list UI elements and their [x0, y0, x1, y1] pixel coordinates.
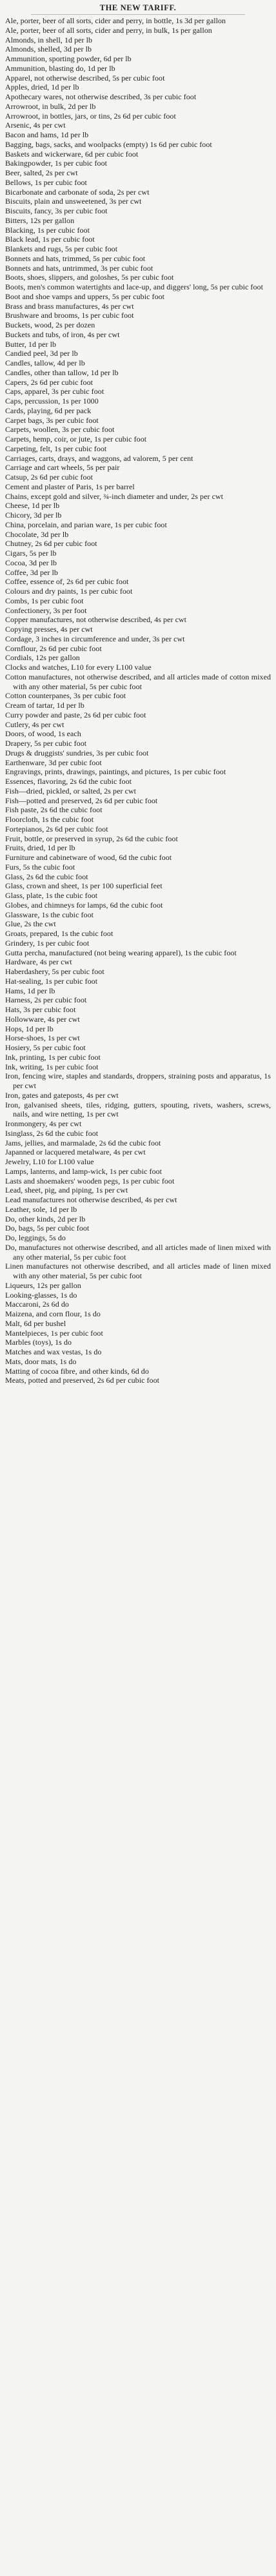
- tariff-entry: Carriage and cart wheels, 5s per pair: [5, 463, 120, 473]
- tariff-entry: Grindery, 1s per cubic foot: [5, 938, 90, 948]
- tariff-entry: Ammunition, blasting do, 1d per lb: [5, 63, 115, 73]
- tariff-entry: Hosiery, 5s per cubic foot: [5, 1043, 86, 1052]
- tariff-entry: Do, leggings, 5s do: [5, 1233, 66, 1242]
- tariff-entry: Chutney, 2s 6d per cubic foot: [5, 539, 97, 549]
- tariff-entry: Leather, sole, 1d per lb: [5, 1204, 77, 1214]
- tariff-entry: Copper manufactures, not otherwise described, 4s per cwt: [5, 615, 187, 625]
- tariff-entry: Linen manufactures not otherwise described, and all articles made of linen mixed with any other material, 5s per cubic foot: [5, 1262, 271, 1280]
- tariff-entry: Horse-shoes, 1s per cwt: [5, 1033, 80, 1043]
- tariff-entry: Bitters, 12s per gallon: [5, 215, 75, 225]
- tariff-entry: Chains, except gold and silver, ¾-inch diameter and under, 2s per cwt: [5, 491, 224, 501]
- tariff-entry: Copying presses, 4s per cwt: [5, 625, 93, 634]
- tariff-entry: Hollowware, 4s per cwt: [5, 1014, 80, 1024]
- tariff-entry: Candles, tallow, 4d per lb: [5, 358, 85, 367]
- tariff-entry: Biscuits, fancy, 3s per cubic foot: [5, 206, 108, 215]
- tariff-entry: Carpet bags, 3s per cubic foot: [5, 415, 99, 425]
- tariff-entry: Matches and wax vestas, 1s do: [5, 1347, 102, 1356]
- tariff-entry: Carpets, hemp, coir, or jute, 1s per cubic foot: [5, 434, 147, 444]
- tariff-entry: Arrowroot, in bulk, 2d per lb: [5, 101, 96, 111]
- tariff-entry: Meats, potted and preserved, 2s 6d per cubic foot: [5, 1376, 160, 1385]
- tariff-entry: Do, manufactures not otherwise described, and all articles made of linen mixed with any other material, 5s per cubic foot: [5, 1242, 271, 1262]
- tariff-entry: Glass, plate, 1s the cubic foot: [5, 891, 98, 900]
- tariff-entry: Cornflour, 2s 6d per cubic foot: [5, 643, 102, 653]
- tariff-entry: Carpets, woollen, 3s per cubic foot: [5, 425, 115, 434]
- tariff-entry: Globes, and chimneys for lamps, 6d the cubic foot: [5, 900, 163, 910]
- tariff-entry: Looking-glasses, 1s do: [5, 1290, 77, 1300]
- tariff-entry: China, porcelain, and parian ware, 1s per cubic foot: [5, 520, 167, 529]
- tariff-entry: Bakingpowder, 1s per cubic foot: [5, 159, 108, 168]
- tariff-entry: Hat-sealing, 1s per cubic foot: [5, 976, 98, 986]
- tariff-entry: Cream of tartar, 1d per lb: [5, 701, 84, 710]
- tariff-entry: Iron, gates and gateposts, 4s per cwt: [5, 1090, 119, 1100]
- tariff-entry: Combs, 1s per cubic foot: [5, 596, 84, 605]
- tariff-entry: Buckets, wood, 2s per dozen: [5, 320, 95, 329]
- tariff-entry: Glassware, 1s the cubic foot: [5, 910, 94, 919]
- tariff-entry: Black lead, 1s per cubic foot: [5, 235, 95, 244]
- tariff-entry: Carpeting, felt, 1s per cubic foot: [5, 444, 107, 453]
- tariff-entry: Cards, playing, 6d per pack: [5, 405, 92, 415]
- tariff-entry: Cheese, 1d per lb: [5, 501, 60, 511]
- tariff-entry: Buckets and tubs, of iron, 4s per cwt: [5, 329, 120, 339]
- tariff-entry: Ink, printing, 1s per cubic foot: [5, 1052, 101, 1062]
- tariff-entry: Drapery, 5s per cubic foot: [5, 739, 87, 748]
- tariff-entry: Biscuits, plain and unsweetened, 3s per cwt: [5, 197, 142, 206]
- tariff-entry: Mats, door mats, 1s do: [5, 1356, 77, 1366]
- tariff-entry: Groats, prepared, 1s the cubic foot: [5, 929, 113, 938]
- tariff-entry: Blacking, 1s per cubic foot: [5, 225, 90, 235]
- tariff-entry: Boots, shoes, slippers, and goloshes, 5s per cubic foot: [5, 273, 174, 282]
- tariff-entry: Isinglass, 2s 6d the cubic foot: [5, 1128, 99, 1138]
- tariff-entry: Liqueurs, 12s per gallon: [5, 1280, 81, 1290]
- tariff-entry: Earthenware, 3d per cubic foot: [5, 757, 102, 767]
- tariff-entry: Bicarbonate and carbonate of soda, 2s per cwt: [5, 187, 150, 197]
- tariff-entry: Matting of cocoa fibre, and other kinds, 6d do: [5, 1366, 149, 1376]
- tariff-entry: Lead manufactures not otherwise described, 4s per cwt: [5, 1195, 177, 1204]
- tariff-entry: Gutta percha, manufactured (not being wearing apparel), 1s the cubic foot: [5, 948, 237, 957]
- article-title: THE NEW TARIFF.: [99, 3, 177, 12]
- tariff-entry: Fish paste, 2s 6d the cubic foot: [5, 805, 103, 815]
- tariff-entry: Lamps, lanterns, and lamp-wick, 1s per cubic foot: [5, 1166, 163, 1176]
- tariff-entry: Bellows, 1s per cubic foot: [5, 177, 87, 187]
- title-rule: [31, 14, 245, 15]
- tariff-entry: Ironmongery, 4s per cwt: [5, 1119, 82, 1128]
- tariff-entry: Boot and shoe vamps and uppers, 5s per cubic foot: [5, 291, 165, 301]
- tariff-entry: Brushware and brooms, 1s per cubic foot: [5, 311, 134, 320]
- tariff-entry: Boots, men's common watertights and lace-up, and diggers' long, 5s per cubic foot: [5, 282, 263, 291]
- tariff-entry: Mantelpieces, 1s per cubic foot: [5, 1328, 103, 1338]
- tariff-entry: Malt, 6d per bushel: [5, 1318, 66, 1328]
- tariff-entry: Caps, percussion, 1s per 1000: [5, 396, 99, 405]
- tariff-entry: Candied peel, 3d per lb: [5, 349, 78, 358]
- tariff-entry: Clocks and watches, L10 for every L100 value: [5, 663, 152, 672]
- tariff-entry: Apothecary wares, not otherwise described, 3s per cubic foot: [5, 92, 197, 101]
- tariff-entry: Glue, 2s the cwt: [5, 919, 56, 929]
- tariff-entry: Cigars, 5s per lb: [5, 549, 57, 558]
- tariff-entry: Furs, 5s the cubic foot: [5, 862, 75, 872]
- tariff-entry: Fish—potted and preserved, 2s 6d per cubic foot: [5, 795, 158, 805]
- tariff-entry: Marbles (toys), 1s do: [5, 1338, 72, 1347]
- tariff-entry: Do, other kinds, 2d per lb: [5, 1214, 86, 1224]
- tariff-entry: Catsup, 2s 6d per cubic foot: [5, 473, 94, 482]
- tariff-entry: Cordage, 3 inches in circumference and under, 3s per cwt: [5, 634, 185, 643]
- tariff-entry: Cutlery, 4s per cwt: [5, 719, 64, 729]
- tariff-entry: Arsenic, 4s per cwt: [5, 121, 66, 130]
- tariff-entry: Furniture and cabinetware of wood, 6d the cubic foot: [5, 853, 172, 862]
- tariff-entry: Arrowroot, in bottles, jars, or tins, 2s 6d per cubic foot: [5, 111, 176, 121]
- tariff-entry: Glass, crown and sheet, 1s per 100 superficial feet: [5, 881, 163, 891]
- tariff-entry: Drugs & druggists' sundries, 3s per cubic foot: [5, 748, 149, 757]
- tariff-entry: Brass and brass manufactures, 4s per cwt: [5, 301, 134, 311]
- tariff-entry: Do, bags, 5s per cubic foot: [5, 1224, 90, 1233]
- tariff-entry: Ale, porter, beer of all sorts, cider and perry, in bulk, 1s per gallon: [5, 25, 212, 35]
- tariff-entry: Lasts and shoemakers' wooden pegs, 1s per cubic foot: [5, 1176, 175, 1186]
- tariff-entry: Fruit, bottle, or preserved in syrup, 2s 6d the cubic foot: [5, 834, 178, 843]
- tariff-entry: Coffee, essence of, 2s 6d per cubic foot: [5, 577, 129, 587]
- tariff-entry: Fruits, dried, 1d per lb: [5, 843, 75, 853]
- tariff-entry: Hats, 3s per cubic foot: [5, 1005, 76, 1014]
- tariff-entry: Doors, of wood, 1s each: [5, 729, 81, 739]
- tariff-entry: Jams, jellies, and marmalade, 2s 6d the cubic foot: [5, 1138, 161, 1147]
- tariff-entry: Maizena, and corn flour, 1s do: [5, 1309, 101, 1318]
- tariff-entry: Curry powder and paste, 2s 6d per cubic foot: [5, 710, 146, 719]
- tariff-entry: Hams, 1d per lb: [5, 986, 55, 995]
- tariff-entry: Maccaroni, 2s 6d do: [5, 1300, 69, 1309]
- tariff-entry: Capers, 2s 6d per cubic foot: [5, 377, 94, 387]
- tariff-entry: Engravings, prints, drawings, paintings, and pictures, 1s per cubic foot: [5, 767, 226, 777]
- tariff-entry: Floorcloth, 1s the cubic foot: [5, 815, 94, 824]
- tariff-entry: Butter, 1d per lb: [5, 339, 57, 349]
- tariff-entry: Bonnets and hats, untrimmed, 3s per cubic foot: [5, 263, 153, 273]
- tariff-entry: Cotton counterpanes, 3s per cubic foot: [5, 691, 126, 701]
- tariff-entry: Colours and dry paints, 1s per cubic foot: [5, 587, 133, 596]
- tariff-entry: Ink, writing, 1s per cubic foot: [5, 1062, 99, 1071]
- tariff-entry: Hops, 1d per lb: [5, 1024, 54, 1033]
- tariff-entry: Chocolate, 3d per lb: [5, 529, 69, 539]
- tariff-entry: Japanned or lacquered metalware, 4s per cwt: [5, 1147, 146, 1157]
- tariff-entry: Bonnets and hats, trimmed, 5s per cubic foot: [5, 253, 146, 263]
- tariff-entry: Haberdashery, 5s per cubic foot: [5, 967, 104, 976]
- tariff-entry: Glass, 2s 6d the cubic foot: [5, 872, 88, 881]
- tariff-entry: Cocoa, 3d per lb: [5, 558, 57, 567]
- tariff-entry: Jewelry, L10 for L100 value: [5, 1157, 94, 1166]
- tariff-entry: Hardware, 4s per cwt: [5, 957, 72, 967]
- tariff-entry: Apparel, not otherwise described, 5s per cubic foot: [5, 73, 165, 83]
- tariff-entry: Iron, fencing wire, staples and standards, droppers, straining posts and apparatus, 1s per cwt: [5, 1071, 271, 1090]
- tariff-entry: Chicory, 3d per lb: [5, 511, 62, 520]
- tariff-entry: Ale, porter, beer of all sorts, cider and perry, in bottle, 1s 3d per gallon: [5, 16, 226, 25]
- tariff-entry: Harness, 2s per cubic foot: [5, 995, 87, 1005]
- tariff-entry: Lead, sheet, pig, and piping, 1s per cwt: [5, 1186, 128, 1195]
- tariff-entry: Blankets and rugs, 5s per cubic foot: [5, 244, 118, 253]
- tariff-entry: Fortepianos, 2s 6d per cubic foot: [5, 824, 108, 834]
- tariff-entry: Essences, flavoring, 2s 6d the cubic foot: [5, 777, 132, 786]
- tariff-entry: Bagging, bags, sacks, and woolpacks (empty) 1s 6d per cubic foot: [5, 139, 212, 149]
- tariff-entry: Almonds, shelled, 3d per lb: [5, 44, 92, 54]
- tariff-entry: Baskets and wickerware, 6d per cubic foot: [5, 149, 139, 159]
- tariff-entry: Fish—dried, pickled, or salted, 2s per cwt: [5, 786, 137, 795]
- tariff-entry: Cordials, 12s per gallon: [5, 653, 80, 663]
- tariff-entry: Candles, other than tallow, 1d per lb: [5, 367, 119, 377]
- tariff-entry: Cement and plaster of Paris, 1s per barrel: [5, 482, 135, 491]
- tariff-entry: Apples, dried, 1d per lb: [5, 83, 79, 92]
- tariff-list: [5, 16, 271, 1385]
- tariff-entry: Cotton manufactures, not otherwise described, and all articles made of cotton mixed with any other material, 5s per cubic foot: [5, 672, 271, 691]
- tariff-entry: Caps, apparel, 3s per cubic foot: [5, 387, 104, 396]
- tariff-entry: Ammunition, sporting powder, 6d per lb: [5, 54, 132, 63]
- tariff-entry: Confectionery, 3s per foot: [5, 605, 87, 615]
- tariff-entry: Carriages, carts, drays, and waggons, ad valorem, 5 per cent: [5, 453, 193, 463]
- tariff-entry: Almonds, in shell, 1d per lb: [5, 35, 93, 44]
- tariff-entry: Bacon and hams, 1d per lb: [5, 130, 89, 139]
- tariff-entry: Coffee, 3d per lb: [5, 567, 58, 577]
- tariff-entry: Beer, salted, 2s per cwt: [5, 168, 78, 177]
- tariff-entry: Iron, galvanised sheets, tiles, ridging, gutters, spouting, rivets, washers, screws, nails, and wire netting, 1s per cwt: [5, 1100, 271, 1119]
